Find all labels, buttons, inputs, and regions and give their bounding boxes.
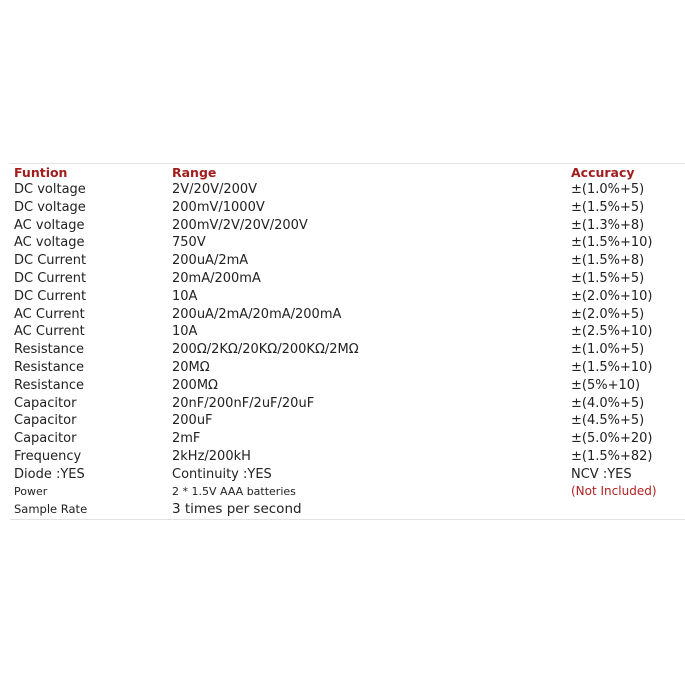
table-row	[10, 448, 685, 466]
sample-rate-label: Sample Rate	[14, 502, 88, 517]
table-row	[10, 252, 685, 270]
cell-accuracy: ±(1.3%+8)	[571, 217, 645, 233]
cell-accuracy: ±(1.5%+5)	[571, 270, 645, 286]
header-range: Range	[172, 164, 217, 180]
cell-function: DC voltage	[14, 182, 86, 197]
cell-function: Resistance	[14, 359, 85, 375]
cell-range: 20mA/200mA	[172, 270, 261, 286]
sample-rate-value: 3 times per second	[172, 501, 302, 518]
cell-range: 10A	[172, 324, 198, 340]
cell-accuracy: ±(1.5%+8)	[571, 253, 645, 269]
cell-range: 2V/20V/200V	[172, 182, 258, 197]
cell-function: Diode :YES	[14, 466, 85, 482]
cell-function: AC Current	[14, 324, 85, 340]
table-row	[10, 217, 685, 235]
cell-function: AC voltage	[14, 235, 85, 251]
cell-accuracy: ±(1.5%+5)	[571, 199, 645, 215]
cell-accuracy: ±(1.5%+10)	[571, 235, 653, 251]
table-body	[10, 181, 685, 484]
cell-function: AC voltage	[14, 217, 85, 233]
cell-range: 200mV/2V/20V/200V	[172, 217, 308, 233]
cell-range: 2kHz/200kH	[172, 448, 251, 464]
power-note: (Not Included)	[571, 484, 657, 499]
cell-range: Continuity :YES	[172, 466, 272, 482]
cell-range: 200mV/1000V	[172, 199, 265, 215]
table-row	[10, 466, 685, 484]
cell-range: 10A	[172, 288, 198, 304]
cell-accuracy: ±(1.0%+5)	[571, 182, 645, 197]
table-row	[10, 323, 685, 341]
cell-accuracy: NCV :YES	[571, 466, 632, 482]
cell-function: DC Current	[14, 253, 87, 269]
cell-range: 200uA/2mA/20mA/200mA	[172, 306, 342, 322]
table-row	[10, 395, 685, 413]
cell-range: 20nF/200nF/2uF/20uF	[172, 395, 315, 411]
cell-range: 20MΩ	[172, 359, 210, 375]
cell-accuracy: ±(4.0%+5)	[571, 395, 645, 411]
cell-function: Capacitor	[14, 395, 77, 411]
power-row	[10, 484, 685, 502]
table-row	[10, 181, 685, 199]
table-header	[10, 164, 685, 181]
cell-function: DC Current	[14, 288, 87, 304]
table-row	[10, 430, 685, 448]
power-value: 2 * 1.5V AAA batteries	[172, 485, 296, 499]
cell-accuracy: ±(1.5%+10)	[571, 359, 653, 375]
table-row	[10, 359, 685, 377]
cell-accuracy: ±(2.0%+5)	[571, 306, 645, 322]
cell-accuracy: ±(2.5%+10)	[571, 324, 653, 340]
cell-function: DC Current	[14, 270, 87, 286]
cell-accuracy: ±(1.5%+82)	[571, 448, 653, 464]
table-row	[10, 341, 685, 359]
sample-rate-row	[10, 501, 685, 519]
header-function: Funtion	[14, 164, 68, 180]
cell-function: Capacitor	[14, 413, 77, 429]
cell-range: 200MΩ	[172, 377, 218, 393]
cell-function: Capacitor	[14, 431, 77, 447]
cell-accuracy: ±(5%+10)	[571, 377, 641, 393]
table-row	[10, 288, 685, 306]
table-row	[10, 377, 685, 395]
cell-range: 200uF	[172, 413, 213, 429]
cell-function: AC Current	[14, 306, 85, 322]
table-row	[10, 306, 685, 324]
table-row	[10, 270, 685, 288]
cell-function: Resistance	[14, 377, 85, 393]
cell-accuracy: ±(4.5%+5)	[571, 413, 645, 429]
cell-accuracy: ±(2.0%+10)	[571, 288, 653, 304]
table-row	[10, 199, 685, 217]
cell-accuracy: ±(5.0%+20)	[571, 431, 653, 447]
cell-function: Frequency	[14, 448, 82, 464]
table-row	[10, 234, 685, 252]
cell-range: 200uA/2mA	[172, 253, 249, 269]
cell-function: Resistance	[14, 342, 85, 358]
power-label: Power	[14, 485, 48, 499]
cell-function: DC voltage	[14, 199, 86, 215]
cell-range: 750V	[172, 235, 206, 251]
spec-table	[10, 163, 685, 520]
cell-range: 200Ω/2KΩ/20KΩ/200KΩ/2MΩ	[172, 342, 359, 358]
table-row	[10, 412, 685, 430]
cell-accuracy: ±(1.0%+5)	[571, 342, 645, 358]
cell-range: 2mF	[172, 431, 201, 447]
header-accuracy: Accuracy	[571, 164, 635, 180]
